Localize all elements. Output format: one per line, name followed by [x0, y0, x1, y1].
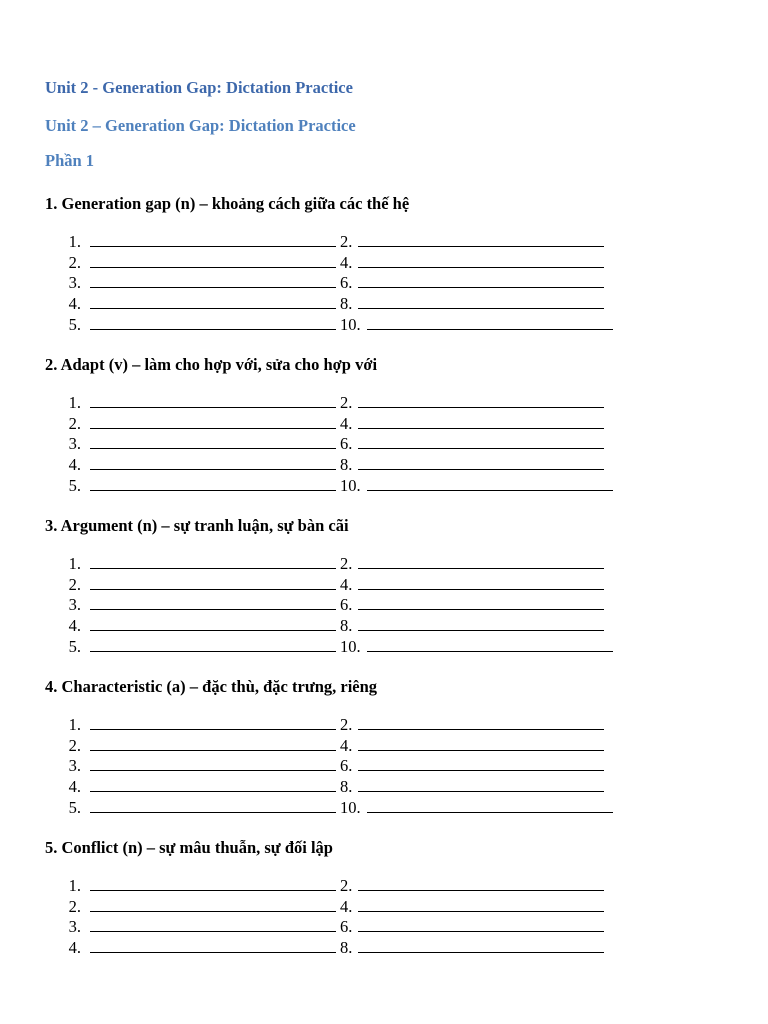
item-number-left: 4.: [68, 294, 81, 314]
item-number-right: 6.: [340, 595, 353, 615]
answer-row: [0, 454, 768, 475]
answer-row: [0, 755, 768, 776]
answer-row: [0, 553, 768, 574]
answer-blank[interactable]: [90, 589, 336, 590]
answer-blank[interactable]: [90, 911, 336, 912]
answer-blank[interactable]: [358, 448, 604, 449]
item-number-left: 5.: [68, 475, 81, 495]
item-number-right: 2.: [340, 715, 353, 734]
item-number-right: 10.: [340, 314, 361, 334]
answer-row: [0, 594, 768, 615]
item-number-left: 5.: [68, 636, 81, 656]
item-number-right: 10.: [340, 636, 361, 656]
item-number-right: 2.: [340, 393, 353, 412]
answer-row: [0, 272, 768, 293]
answer-blank[interactable]: [358, 609, 604, 610]
section-heading: 1. Generation gap (n) – khoảng cách giữa các thế hệ: [45, 194, 410, 213]
item-number-left: 1.: [68, 715, 81, 734]
item-number-left: 2.: [68, 574, 81, 594]
item-number-right: 4.: [340, 574, 353, 594]
answer-row: [0, 392, 768, 413]
answer-blank[interactable]: [90, 729, 336, 730]
answer-blank[interactable]: [90, 407, 336, 408]
item-number-right: 6.: [340, 273, 353, 293]
answer-row: [0, 916, 768, 937]
answer-blank[interactable]: [90, 931, 336, 932]
answer-row: [0, 574, 768, 595]
item-number-left: 4.: [68, 938, 81, 958]
section-heading: 3. Argument (n) – sự tranh luận, sự bàn cãi: [45, 516, 349, 535]
answer-blank[interactable]: [358, 890, 604, 891]
item-number-left: 4.: [68, 777, 81, 797]
answer-blank[interactable]: [367, 490, 613, 491]
answer-row: [0, 776, 768, 797]
answer-blank[interactable]: [90, 812, 336, 813]
item-number-right: 8.: [340, 294, 353, 314]
item-number-left: 5.: [68, 314, 81, 334]
answer-blank[interactable]: [358, 791, 604, 792]
answer-blank[interactable]: [90, 308, 336, 309]
item-number-right: 10.: [340, 475, 361, 495]
answer-blank[interactable]: [358, 750, 604, 751]
answer-blank[interactable]: [358, 246, 604, 247]
answer-blank[interactable]: [358, 729, 604, 730]
item-number-right: 6.: [340, 917, 353, 937]
item-number-right: 2.: [340, 554, 353, 573]
answer-blank[interactable]: [358, 630, 604, 631]
section-heading: 2. Adapt (v) – làm cho hợp với, sửa cho hợp với: [45, 355, 378, 374]
answer-blank[interactable]: [90, 246, 336, 247]
item-number-left: 3.: [68, 917, 81, 937]
answer-blank[interactable]: [90, 490, 336, 491]
document-title: Unit 2 - Generation Gap: Dictation Practice: [45, 78, 353, 97]
answer-row: [0, 475, 768, 496]
answer-row: [0, 293, 768, 314]
answer-blank[interactable]: [367, 812, 613, 813]
answer-blank[interactable]: [90, 469, 336, 470]
item-number-right: 6.: [340, 434, 353, 454]
answer-blank[interactable]: [358, 931, 604, 932]
answer-blank[interactable]: [358, 911, 604, 912]
answer-blank[interactable]: [358, 287, 604, 288]
answer-blank[interactable]: [90, 428, 336, 429]
part-label: Phần 1: [45, 151, 95, 170]
answer-row: [0, 896, 768, 917]
item-number-right: 4.: [340, 896, 353, 916]
item-number-right: 6.: [340, 756, 353, 776]
answer-blank[interactable]: [90, 952, 336, 953]
answer-row: [0, 937, 768, 958]
item-number-left: 4.: [68, 455, 81, 475]
item-number-left: 2.: [68, 735, 81, 755]
item-number-left: 1.: [68, 554, 81, 573]
item-number-left: 4.: [68, 616, 81, 636]
item-number-left: 1.: [68, 232, 81, 251]
answer-row: [0, 314, 768, 335]
item-number-left: 3.: [68, 434, 81, 454]
answer-blank[interactable]: [90, 267, 336, 268]
answer-row: [0, 413, 768, 434]
item-number-left: 2.: [68, 896, 81, 916]
item-number-right: 8.: [340, 616, 353, 636]
section-heading: 4. Characteristic (a) – đặc thù, đặc trưng, riêng: [45, 677, 378, 696]
answer-blank[interactable]: [90, 770, 336, 771]
item-number-right: 10.: [340, 797, 361, 817]
answer-row: [0, 797, 768, 818]
answer-row: [0, 636, 768, 657]
answer-blank[interactable]: [358, 952, 604, 953]
item-number-left: 2.: [68, 252, 81, 272]
answer-blank[interactable]: [90, 791, 336, 792]
item-number-left: 3.: [68, 756, 81, 776]
item-number-right: 8.: [340, 455, 353, 475]
answer-blank[interactable]: [90, 568, 336, 569]
answer-blank[interactable]: [358, 770, 604, 771]
answer-row: [0, 231, 768, 252]
answer-blank[interactable]: [90, 609, 336, 610]
answer-blank[interactable]: [358, 469, 604, 470]
answer-row: [0, 433, 768, 454]
item-number-left: 1.: [68, 876, 81, 895]
answer-blank[interactable]: [358, 407, 604, 408]
answer-row: [0, 875, 768, 896]
answer-row: [0, 714, 768, 735]
item-number-right: 8.: [340, 938, 353, 958]
answer-row: [0, 615, 768, 636]
answer-row: [0, 735, 768, 756]
item-number-right: 8.: [340, 777, 353, 797]
document-subtitle: Unit 2 – Generation Gap: Dictation Practice: [45, 116, 356, 135]
item-number-right: 4.: [340, 413, 353, 433]
answer-blank[interactable]: [90, 651, 336, 652]
item-number-right: 4.: [340, 735, 353, 755]
item-number-left: 1.: [68, 393, 81, 412]
answer-blank[interactable]: [90, 287, 336, 288]
answer-blank[interactable]: [358, 589, 604, 590]
answer-blank[interactable]: [90, 448, 336, 449]
answer-blank[interactable]: [358, 428, 604, 429]
answer-blank[interactable]: [367, 329, 613, 330]
item-number-right: 2.: [340, 232, 353, 251]
item-number-right: 4.: [340, 252, 353, 272]
answer-blank[interactable]: [90, 890, 336, 891]
answer-blank[interactable]: [90, 750, 336, 751]
answer-blank[interactable]: [358, 308, 604, 309]
item-number-left: 5.: [68, 797, 81, 817]
section-heading: 5. Conflict (n) – sự mâu thuẫn, sự đối lập: [45, 838, 333, 857]
item-number-left: 3.: [68, 595, 81, 615]
item-number-right: 2.: [340, 876, 353, 895]
answer-blank[interactable]: [358, 568, 604, 569]
answer-blank[interactable]: [358, 267, 604, 268]
answer-blank[interactable]: [367, 651, 613, 652]
answer-row: [0, 252, 768, 273]
answer-blank[interactable]: [90, 630, 336, 631]
item-number-left: 2.: [68, 413, 81, 433]
item-number-left: 3.: [68, 273, 81, 293]
answer-blank[interactable]: [90, 329, 336, 330]
